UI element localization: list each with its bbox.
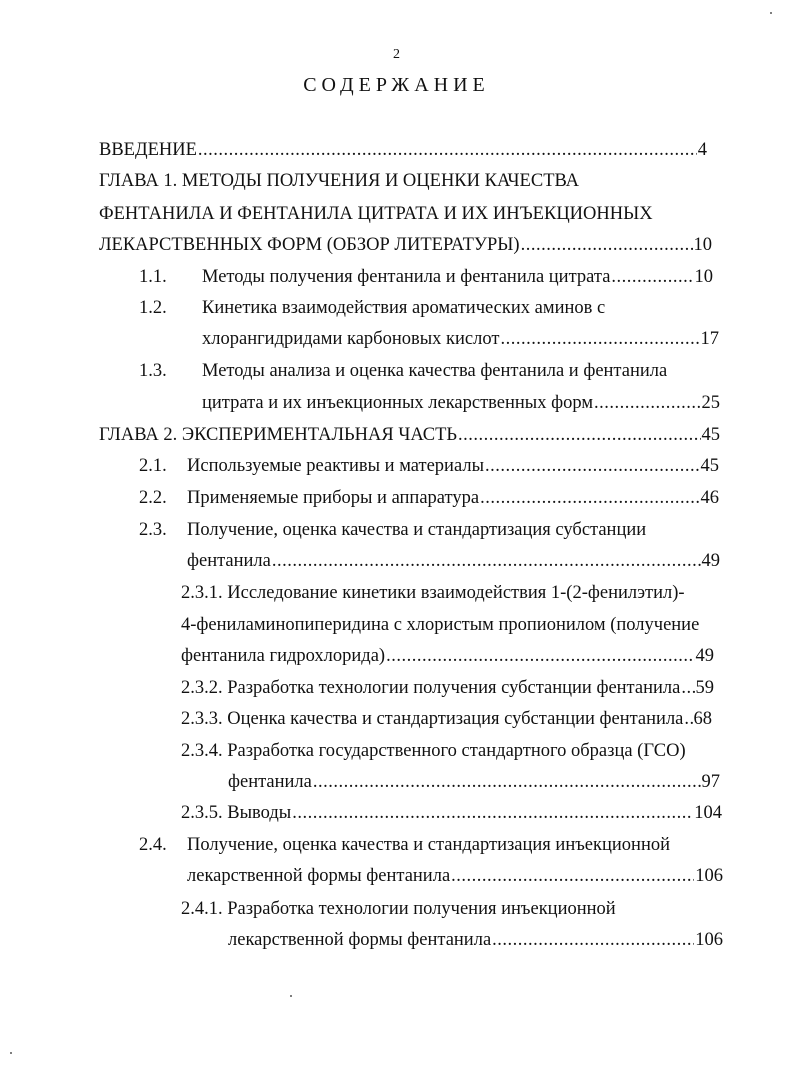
toc-entry-2-3-4-line-1: 2.3.4. Разработка государственного стандартного образца (ГСО) [181, 741, 686, 761]
dot-leader [480, 485, 699, 511]
toc-entry-1-2-line-1: Кинетика взаимодействия ароматических аминов с [202, 298, 606, 318]
dot-leader [594, 390, 700, 416]
toc-entry-text: цитрата и их инъекционных лекарственных форм [202, 393, 594, 413]
toc-section-number: 1.1. [139, 267, 167, 287]
toc-section-number: 1.3. [139, 361, 167, 381]
page-number: 2 [393, 47, 400, 62]
toc-entry-2-4-1-line-2 [228, 927, 723, 953]
dot-leader [313, 769, 701, 795]
toc-page-number: 10 [694, 267, 713, 287]
toc-chapter-1-line-1: ГЛАВА 1. МЕТОДЫ ПОЛУЧЕНИЯ И ОЦЕНКИ КАЧЕСТВА [99, 171, 580, 191]
toc-entry-text: ВВЕДЕНИЕ [99, 140, 197, 160]
toc-page-number: 10 [693, 235, 712, 255]
toc-entry-text: фентанила [228, 772, 312, 792]
toc-entry-2-3-1-line-3 [181, 643, 714, 669]
toc-entry-2-3-1-line-1: 2.3.1. Исследование кинетики взаимодействия 1-(2-фенилэтил)- [181, 583, 685, 603]
toc-page-number: 25 [701, 393, 720, 413]
dot-leader [684, 706, 692, 732]
dot-leader [458, 422, 700, 448]
dot-leader [500, 326, 699, 352]
toc-chapter-1-line-2: ФЕНТАНИЛА И ФЕНТАНИЛА ЦИТРАТА И ИХ ИНЪЕКЦИОННЫХ [99, 204, 653, 224]
toc-page-number: 104 [694, 803, 722, 823]
dot-leader [611, 264, 693, 290]
scan-speck [10, 1052, 12, 1054]
toc-entry-2-3-1-line-2: 4-фениламинопиперидина с хлористым пропионилом (получение [181, 615, 700, 635]
dot-leader [521, 232, 693, 258]
toc-entry-2-4-line-2 [187, 863, 723, 889]
toc-entry-2-3-5 [181, 800, 722, 826]
toc-entry-text: фентанила [187, 551, 271, 571]
dot-leader [492, 927, 694, 953]
dot-leader [292, 800, 693, 826]
toc-section-number: 2.3. [139, 520, 167, 540]
toc-page-number: 49 [701, 551, 720, 571]
toc-page-number: 45 [700, 456, 719, 476]
toc-page-number: 106 [695, 930, 723, 950]
scan-speck [290, 995, 292, 997]
dot-leader [681, 675, 694, 701]
toc-page-number: 68 [693, 709, 712, 729]
toc-page-number: 4 [697, 140, 707, 160]
scan-speck [770, 12, 772, 14]
toc-page-number: 97 [701, 772, 720, 792]
toc-entry-text: 2.3.3. Оценка качества и стандартизация субстанции фентанила [181, 709, 684, 729]
toc-entry-text: лекарственной формы фентанила [187, 866, 451, 886]
toc-entry-2-3-3 [181, 706, 712, 732]
toc-page-number: 106 [695, 866, 723, 886]
toc-chapter-2 [99, 422, 720, 448]
toc-entry-2-3-line-1: Получение, оценка качества и стандартизация субстанции [187, 520, 647, 540]
toc-entry-2-2 [187, 485, 719, 511]
toc-section-number: 1.2. [139, 298, 167, 318]
toc-page-number: 59 [695, 678, 714, 698]
toc-entry-1-3-line-2 [202, 390, 720, 416]
toc-entry-2-3-4-line-2 [228, 769, 720, 795]
toc-section-number: 2.2. [139, 488, 167, 508]
dot-leader [485, 453, 700, 479]
dot-leader [451, 863, 694, 889]
toc-entry-text: Методы получения фентанила и фентанила цитрата [202, 267, 611, 287]
toc-entry-text: Применяемые приборы и аппаратура [187, 488, 480, 508]
toc-entry-2-4-1-line-1: 2.4.1. Разработка технологии получения инъекционной [181, 899, 616, 919]
toc-entry-text: хлорангидридами карбоновых кислот [202, 329, 500, 349]
toc-section-number: 2.4. [139, 835, 167, 855]
toc-entry-text: ГЛАВА 2. ЭКСПЕРИМЕНТАЛЬНАЯ ЧАСТЬ [99, 425, 458, 445]
toc-entry-text: ЛЕКАРСТВЕННЫХ ФОРМ (ОБЗОР ЛИТЕРАТУРЫ) [99, 235, 520, 255]
toc-page-number: 46 [700, 488, 719, 508]
dot-leader [272, 548, 701, 574]
toc-section-number: 2.1. [139, 456, 167, 476]
toc-entry-1-3-line-1: Методы анализа и оценка качества фентанила и фентанила [202, 361, 668, 381]
toc-entry-1-1 [202, 264, 713, 290]
toc-entry-2-3-2 [181, 675, 714, 701]
dot-leader [198, 137, 697, 163]
dot-leader [386, 643, 694, 669]
toc-chapter-1-line-3 [99, 232, 712, 258]
toc-entry-introduction [99, 137, 707, 163]
toc-entry-text: 2.3.5. Выводы [181, 803, 292, 823]
toc-entry-text: Используемые реактивы и материалы [187, 456, 484, 476]
toc-page-number: 17 [700, 329, 719, 349]
toc-entry-1-2-line-2 [202, 326, 719, 352]
toc-entry-2-4-line-1: Получение, оценка качества и стандартизация инъекционной [187, 835, 671, 855]
toc-entry-text: 2.3.2. Разработка технологии получения субстанции фентанила [181, 678, 681, 698]
toc-page-number: 49 [695, 646, 714, 666]
page-title: СОДЕРЖАНИЕ [303, 74, 490, 96]
toc-entry-2-3-line-2 [187, 548, 720, 574]
toc-entry-text: лекарственной формы фентанила [228, 930, 492, 950]
toc-entry-text: фентанила гидрохлорида) [181, 646, 386, 666]
toc-page-number: 45 [701, 425, 720, 445]
toc-entry-2-1 [187, 453, 719, 479]
